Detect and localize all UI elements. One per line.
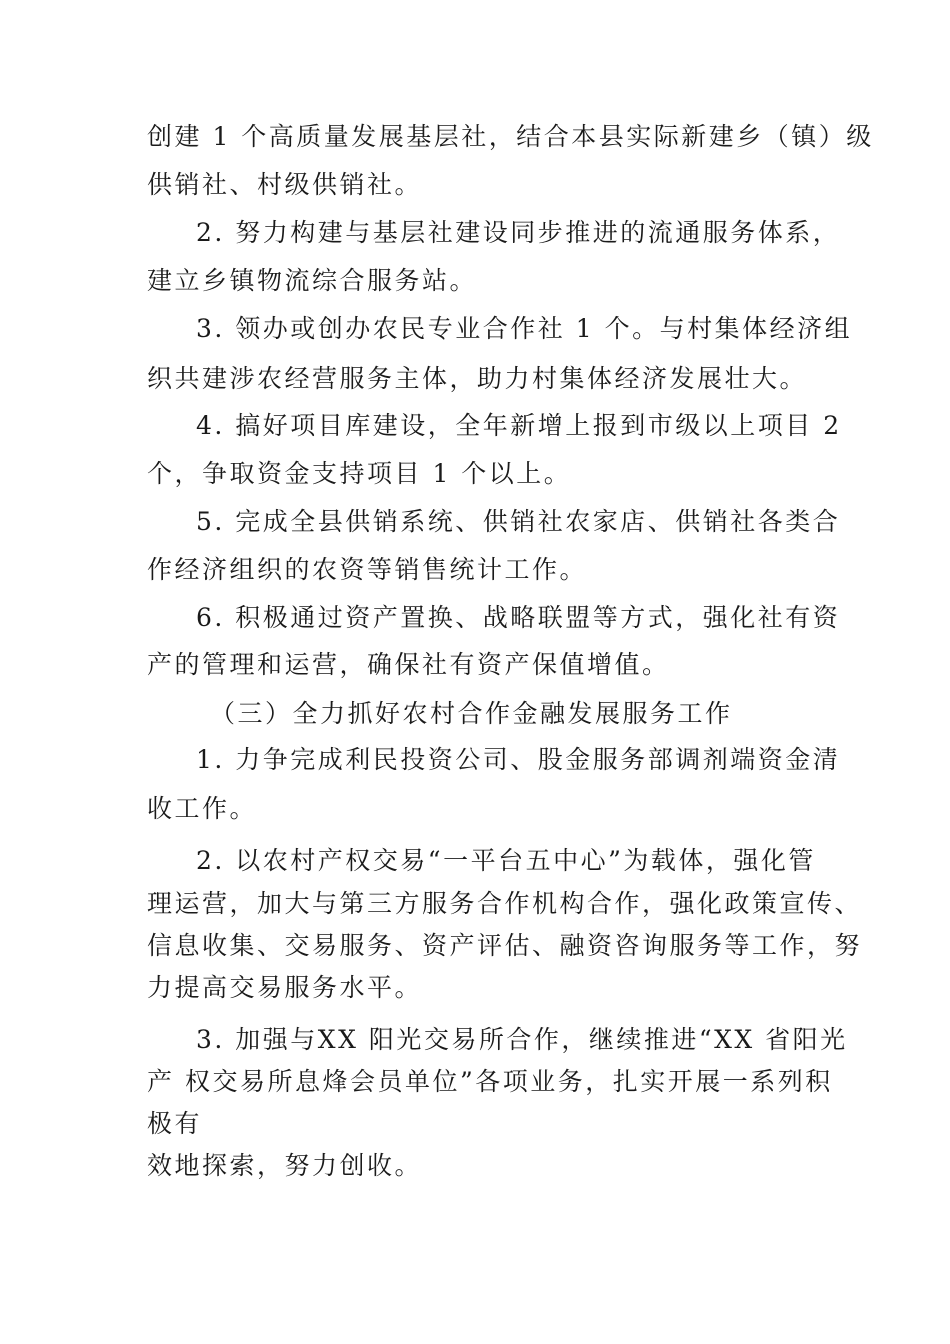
text-line: 力提高交易服务水平。 [147,973,423,1002]
text-line: 6. 积极通过资产置换、战略联盟等方式，强化社有资 [196,603,841,632]
text-line: 3. 加强与XX 阳光交易所合作，继续推进“XX 省阳光 [196,1025,848,1054]
text-line: 创建 1 个高质量发展基层社，结合本县实际新建乡（镇）级 [147,122,874,151]
text-line: 产的管理和运营，确保社有资产保值增值。 [147,650,670,679]
text-line: 3. 领办或创办农民专业合作社 1 个。与村集体经济组 [196,314,853,343]
section-heading: （三）全力抓好农村合作金融发展服务工作 [210,699,733,728]
text-line: 建立乡镇物流综合服务站。 [147,266,478,295]
text-line: 收工作。 [147,794,258,823]
text-line: 极有 [147,1109,203,1138]
text-line: 效地探索，努力创收。 [147,1151,423,1180]
text-line: 理运营，加大与第三方服务合作机构合作，强化政策宣传、 [147,889,863,918]
text-line: 个，争取资金支持项目 1 个以上。 [147,459,572,488]
text-line: 2. 以农村产权交易“一平台五中心”为载体，强化管 [196,846,816,875]
text-line: 供销社、村级供销社。 [147,170,423,199]
text-line: 1. 力争完成利民投资公司、股金服务部调剂端资金清 [196,745,841,774]
text-line: 信息收集、交易服务、资产评估、融资咨询服务等工作，努 [147,931,863,960]
text-line: 产 权交易所息烽会员单位”各项业务，扎实开展一系列积 [147,1067,833,1096]
text-line: 作经济组织的农资等销售统计工作。 [147,555,588,584]
text-line: 2. 努力构建与基层社建设同步推进的流通服务体系， [196,218,841,247]
text-line: 4. 搞好项目库建设，全年新增上报到市级以上项目 2 [196,411,842,440]
text-line: 5. 完成全县供销系统、供销社农家店、供销社各类合 [196,507,841,536]
text-line: 织共建涉农经营服务主体，助力村集体经济发展壮大。 [147,364,808,393]
